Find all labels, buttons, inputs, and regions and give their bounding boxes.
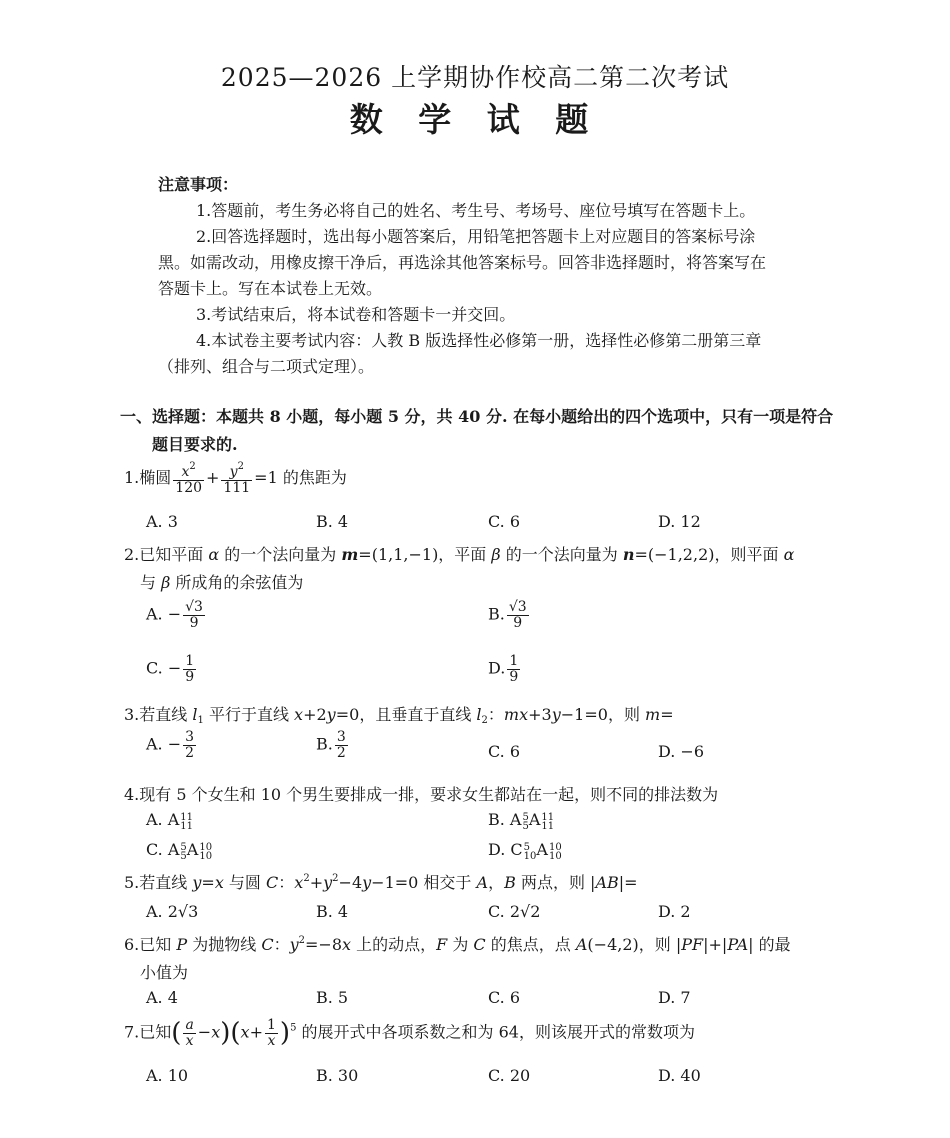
- q3-option-a[interactable]: A. − $\frac{3}{2}$: [146, 729, 195, 761]
- notice-item-2-line-2: 黑。如需改动，用橡皮擦干净后，再选涂其他答案标号。回答非选择题时，将答案写在: [158, 253, 767, 272]
- q4-option-a[interactable]: A. A 11 11: [146, 810, 194, 832]
- q7-option-c[interactable]: C. 20: [488, 1066, 531, 1085]
- q4-option-c[interactable]: C. A 5 5 A 10 10: [146, 840, 213, 862]
- q1-frac-x: $\frac{x^2}{120}$: [175, 461, 203, 496]
- q3-option-b[interactable]: B. $\frac{3}{2}$: [316, 729, 346, 761]
- q1-option-b[interactable]: B. 4: [316, 512, 349, 531]
- q6-option-d[interactable]: D. 7: [658, 988, 691, 1007]
- section-1-heading: 一、选择题：本题共 8 小题，每小题 5 分，共 40 分. 在每小题给出的四个选项中，只有一项是符合: [120, 407, 834, 426]
- question-6-line-1: 6.已知 P 为抛物线 C：$y^2=-8x$ 上的动点，F 为 C 的焦点，点 A(−4,2)，则 |PF|+|PA| 的最: [124, 935, 791, 954]
- exam-title: 2025—2026 上学期协作校高二第二次考试: [220, 63, 730, 92]
- q3-option-c[interactable]: C. 6: [488, 742, 521, 761]
- notice-item-4-line-2: （排列、组合与二项式定理）。: [158, 357, 375, 376]
- question-7: 7.已知( $\frac{a}{x}$ −x)(x+ $\frac{1}{x}$ )$^5$ 的展开式中各项系数之和为 64，则该展开式的常数项为: [124, 1017, 695, 1049]
- question-2-line-1: 2.已知平面 α 的一个法向量为 m=(1,1,−1)，平面 β 的一个法向量为 n=(−1,2,2)，则平面 α: [124, 545, 795, 564]
- notice-heading: 注意事项：: [158, 175, 239, 194]
- q1-frac-y: $\frac{y^2}{111}$: [223, 461, 251, 496]
- question-3: 3.若直线 $l_1$ 平行于直线 x+2y=0，且垂直于直线 $l_2$：mx+3y−1=0，则 m=: [124, 705, 674, 726]
- q5-option-d[interactable]: D. 2: [658, 902, 691, 921]
- q7-option-a[interactable]: A. 10: [146, 1066, 189, 1085]
- q2-option-b[interactable]: B. $\frac{√3}{9}$: [488, 599, 527, 631]
- q3-option-d[interactable]: D. −6: [658, 742, 705, 761]
- q1-stem-tail: =1 的焦距为: [254, 468, 347, 488]
- q5-option-a[interactable]: A. 2√3: [146, 902, 199, 921]
- question-4: 4.现有 5 个女生和 10 个男生要排成一排，要求女生都站在一起，则不同的排法数为: [124, 785, 719, 804]
- question-6-line-2: 小值为: [140, 963, 189, 982]
- q5-option-c[interactable]: C. 2√2: [488, 902, 541, 921]
- q2-option-d[interactable]: D. $\frac{1}{9}$: [488, 653, 519, 685]
- q7-option-b[interactable]: B. 30: [316, 1066, 359, 1085]
- question-5: 5.若直线 y=x 与圆 C：$x^2+y^2-4y-1=0$ 相交于 A，B 两点，则 |AB|=: [124, 873, 638, 892]
- notice-item-2-line-3: 答题卡上。写在本试卷上无效。: [158, 279, 383, 298]
- q6-option-c[interactable]: C. 6: [488, 988, 521, 1007]
- q1-stem-head: 1.椭圆: [124, 468, 172, 488]
- notice-item-2-line-1: 2.回答选择题时，选出每小题答案后，用铅笔把答题卡上对应题目的答案标号涂: [196, 227, 756, 246]
- question-1: 1.椭圆 $\frac{x^2}{120}$ + $\frac{y^2}{111}$ =1 的焦距为: [124, 461, 347, 496]
- notice-item-1: 1.答题前，考生务必将自己的姓名、考生号、考场号、座位号填写在答题卡上。: [196, 201, 756, 220]
- q5-option-b[interactable]: B. 4: [316, 902, 349, 921]
- q1-option-d[interactable]: D. 12: [658, 512, 701, 531]
- q1-option-a[interactable]: A. 3: [146, 512, 178, 531]
- section-1-heading-cont: 题目要求的.: [152, 435, 238, 454]
- q6-option-a[interactable]: A. 4: [146, 988, 178, 1007]
- q2-option-a[interactable]: A. − $\frac{√3}{9}$: [146, 599, 203, 631]
- q1-option-c[interactable]: C. 6: [488, 512, 521, 531]
- q4-option-d[interactable]: D. C 5 10 A 10 10: [488, 840, 562, 862]
- notice-item-4-line-1: 4.本试卷主要考试内容：人教 B 版选择性必修第一册，选择性必修第二册第三章: [196, 331, 762, 350]
- q4-option-b[interactable]: B. A 5 5 A 11 11: [488, 810, 555, 832]
- q6-option-b[interactable]: B. 5: [316, 988, 349, 1007]
- subject-title: 数 学 试 题: [349, 100, 601, 139]
- q7-option-d[interactable]: D. 40: [658, 1066, 701, 1085]
- notice-item-3: 3.考试结束后，将本试卷和答题卡一并交回。: [196, 305, 516, 324]
- q2-option-c[interactable]: C. − $\frac{1}{9}$: [146, 653, 195, 685]
- question-2-line-2: 与 β 所成角的余弦值为: [140, 573, 304, 592]
